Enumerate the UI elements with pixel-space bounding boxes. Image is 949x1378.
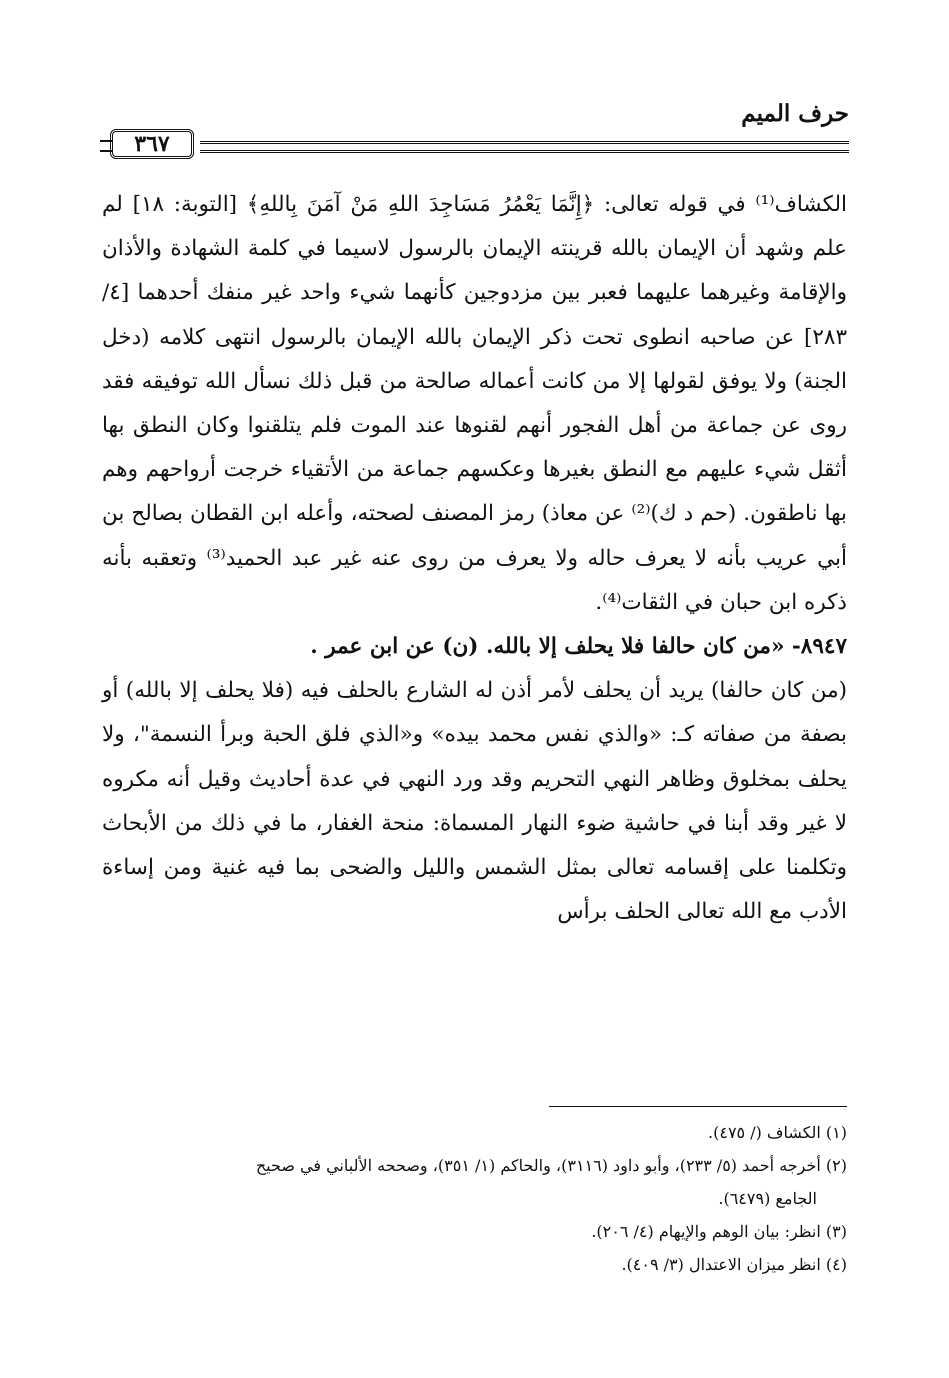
- hadith-entry: ٨٩٤٧- «من كان حالفا فلا يحلف إلا بالله. (ن) عن ابن عمر .: [310, 634, 847, 660]
- footnote-separator: [549, 1106, 847, 1107]
- footnote-4: (٤) انظر ميزان الاعتدال (٣/ ٤٠٩).: [621, 1255, 847, 1274]
- footnotes: [102, 1116, 847, 1281]
- footnote-1: (١) الكشاف (/ ٤٧٥).: [708, 1123, 847, 1142]
- footnote-2-continuation: الجامع (٦٤٧٩).: [718, 1189, 817, 1208]
- header-double-rule: [200, 141, 849, 153]
- page-number: ٣٦٧: [134, 131, 170, 157]
- footnote-2: (٢) أخرجه أحمد (٥/ ٢٣٣)، وأبو داود (٣١١٦)، والحاكم (١/ ٣٥١)، وصححه الألباني في صحيح: [255, 1156, 847, 1175]
- running-header-title: حرف الميم: [741, 100, 849, 127]
- footnote-3: (٣) انظر: بيان الوهم والإيهام (٤/ ٢٠٦).: [591, 1222, 847, 1241]
- paragraph-commentary-1: الكشاف⁽¹⁾ في قوله تعالى: ﴿إِنَّمَا يَعْمُرُ مَسَاجِدَ اللهِ مَنْ آمَنَ بِاللهِ﴾ [التوبة: ١٨] لم علم وشهد أن الإيمان بالله قرينته الإيمان بالرسول لاسيما في كلمة الشهادة والأذان والإقامة وغيرهما عليهما فعبر بين مزدوجين كأنهما شيء واحد غير منفك أحدهما [٤/ ٢٨٣] عن صاحبه انطوى تحت ذكر الإيمان بالله الإيمان بالرسول انتهى كلامه (دخل الجنة) ولا يوفق لقولها إلا من كانت أعماله صالحة من قبل ذلك نسأل الله توفيقه فقد روى عن جماعة من أهل الفجور أنهم لقنوها عند الموت فلم يتلقنوا وكان النطق بها أثقل شيء عليهم مع النطق بغيرها وعكسهم جماعة من الأتقياء خرجت أرواحهم وهم بها ناطقون. (حم د ك)⁽²⁾ عن معاذ) رمز المصنف لصحته، وأعله ابن القطان بصالح بن أبي عريب بأنه لا يعرف حاله ولا يعرف من روى عنه غير عبد الحميد⁽³⁾ وتعقبه بأنه ذكره ابن حبان في الثقات⁽⁴⁾.: [102, 192, 848, 615]
- paragraph-commentary-2: (من كان حالفا) يريد أن يحلف لأمر أذن له الشارع بالحلف فيه (فلا يحلف إلا بالله) أو بصفة من صفاته كـ: «والذي نفس محمد بيده» و«الذي فلق الحبة وبرأ النسمة"، ولا يحلف بمخلوق وظاهر النهي التحريم وقد ورد النهي في عدة أحاديث وقيل أنه مكروه لا غير وقد أبنا في حاشية ضوء النهار المسماة: منحة الغفار، ما في ذلك من الأبحاث وتكلمنا على إقسامه تعالى بمثل الشمس والليل والضحى بما فيه غنية ومن إساءة الأدب مع الله تعالى الحلف برأس: [102, 678, 847, 925]
- page-number-frame: [110, 129, 194, 159]
- main-text: [102, 183, 847, 934]
